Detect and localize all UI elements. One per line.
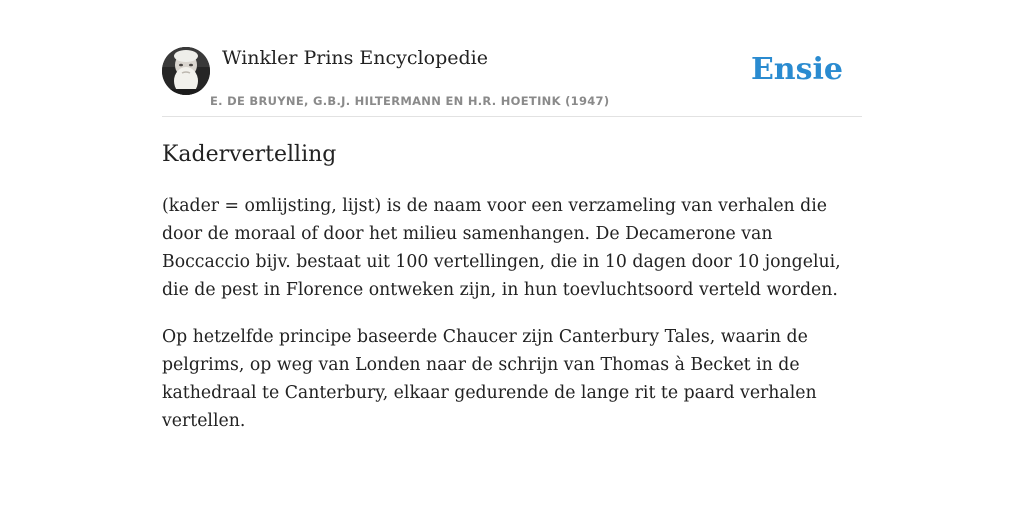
- source-header: [162, 44, 862, 117]
- entry-title: Kadervertelling: [162, 142, 337, 167]
- source-title[interactable]: Winkler Prins Encyclopedie: [222, 47, 488, 69]
- portrait-icon: [162, 47, 210, 95]
- entry-paragraph: Op hetzelfde principe baseerde Chaucer zijn Canterbury Tales, waarin de pelgrims, op weg van Londen naar de schrijn van Thomas à Becket in de kathedraal te Canterbury, elkaar gedurende de lange rit te paard verhalen vertellen.: [162, 327, 817, 431]
- entry-body: [162, 192, 862, 454]
- source-authors: E. DE BRUYNE, G.B.J. HILTERMANN EN H.R. HOETINK (1947): [210, 94, 610, 108]
- entry-paragraph: (kader = omlijsting, lijst) is de naam voor een verzameling van verhalen die door de moraal of door het milieu samenhangen. De Decamerone van Boccaccio bijv. bestaat uit 100 vertellingen, die in 10 dagen door 10 jongelui, die de pest in Florence ontweken zijn, in hun toevluchtsoord verteld worden.: [162, 196, 841, 300]
- author-avatar: [162, 47, 210, 95]
- ensie-logo-link[interactable]: Ensie: [750, 52, 843, 87]
